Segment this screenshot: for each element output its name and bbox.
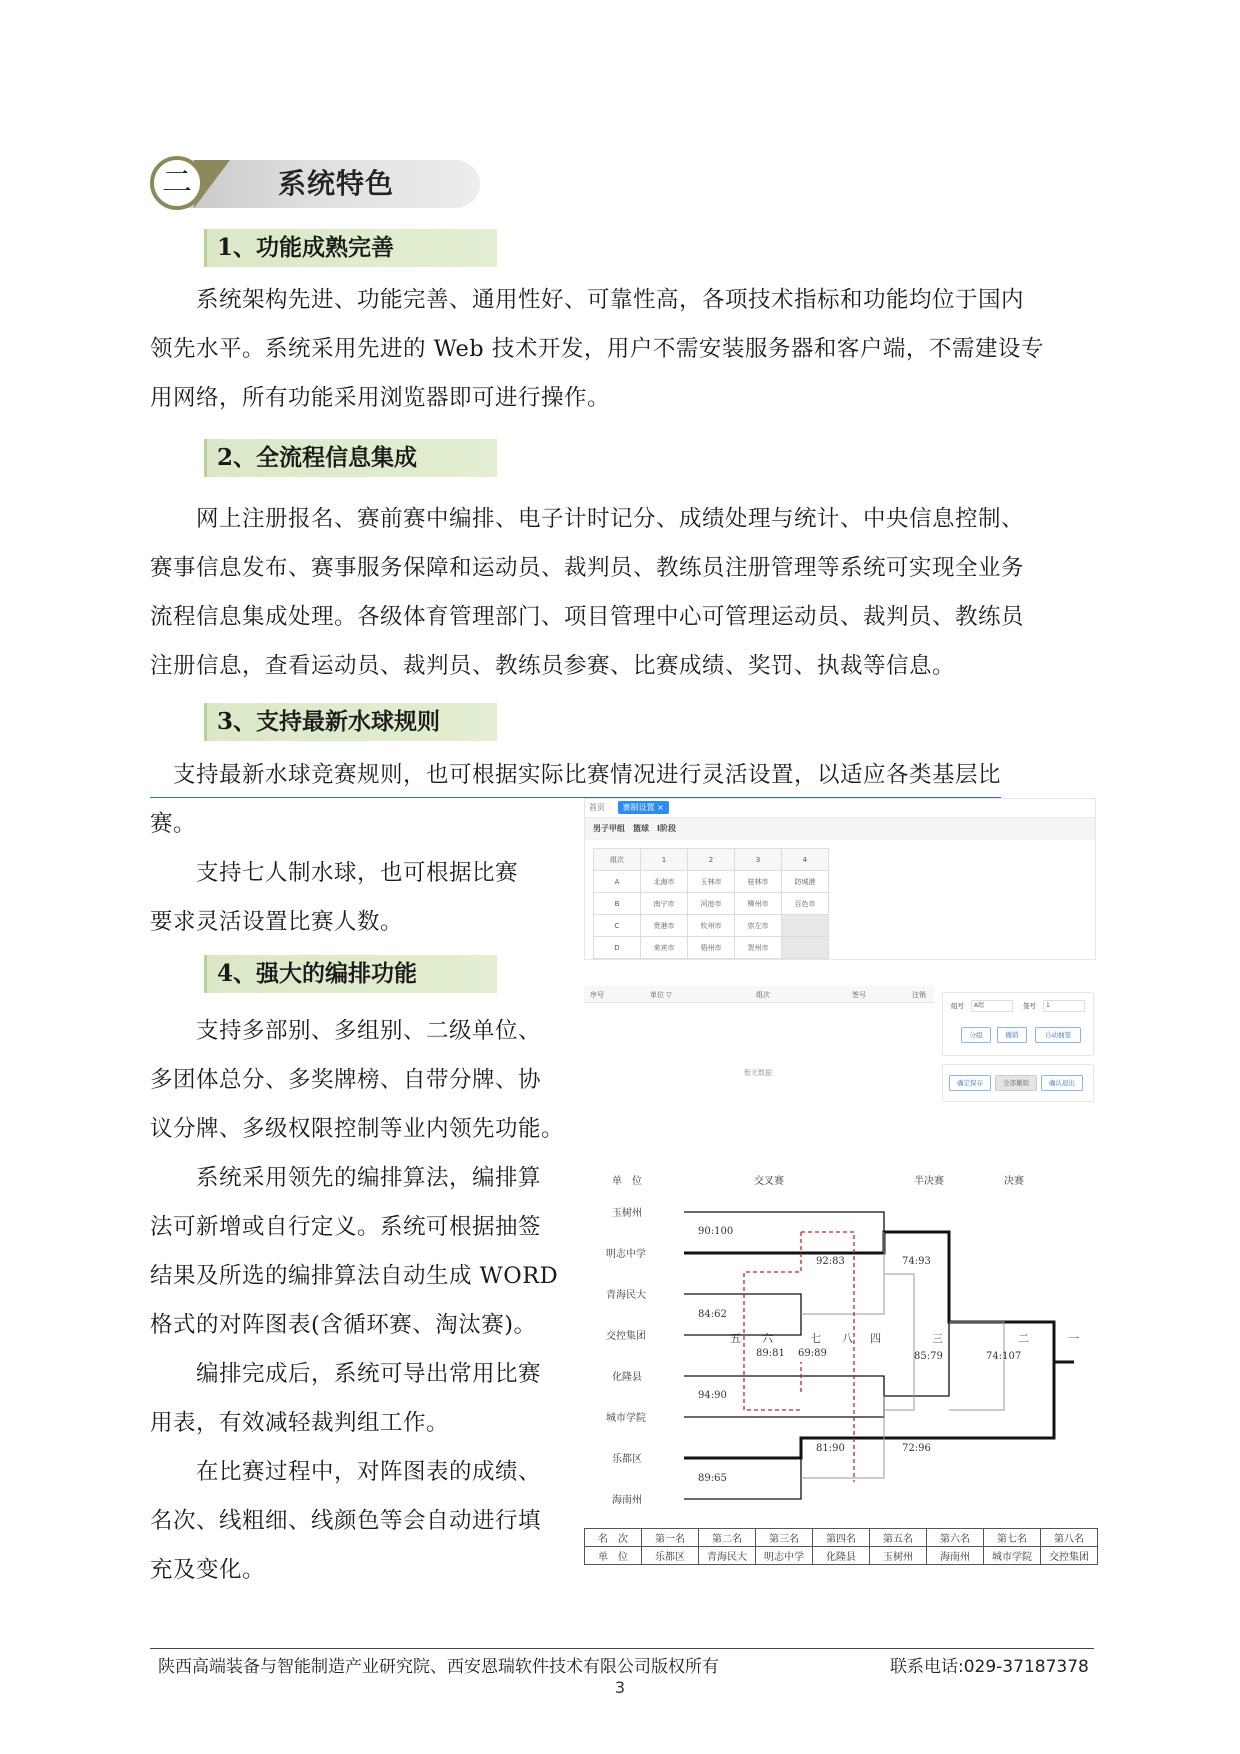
table-row [594,937,829,959]
bracket-team: 青海民大 [606,1290,646,1301]
grouping-screenshot [584,798,1096,960]
ranking-cell: 城市学院 [984,1547,1041,1565]
table-cell[interactable]: 北海市 [641,871,688,893]
ranking-cell: 第八名 [1041,1529,1098,1547]
table-cell[interactable]: 崇左市 [735,915,782,937]
paragraph-3 [150,800,570,947]
footer-phone: 联系电话:029-37187378 [890,1657,1089,1677]
undo-all-button[interactable]: 全部撤销 [995,1075,1037,1091]
bracket-place: 二 [1018,1332,1029,1345]
paragraph-2 [150,495,1100,691]
paragraph-line: 要求灵活设置比赛人数。 [150,909,404,935]
table-cell[interactable]: 来宾市 [641,937,688,959]
sign-label: 签号 [1023,1002,1036,1010]
bracket-red-dashed [744,1232,801,1410]
section-number: 二 [150,156,204,210]
paragraph-line: 编排完成后，系统可导出常用比赛 [150,1361,542,1387]
column-header: 序号 [590,991,604,999]
bracket-score: 84:62 [698,1309,727,1320]
bracket-line [884,1232,949,1322]
bracket-place: 五 [730,1332,741,1345]
paragraph-3-top [150,751,1100,800]
footer-copyright: 陕西高端装备与智能制造产业研究院、西安恩瑞软件技术有限公司版权所有 [158,1657,719,1677]
paragraph-line: 用表，有效减轻裁判组工作。 [150,1410,450,1436]
column-header: 组次 [756,991,770,999]
bracket-line-gray [884,1274,914,1410]
bracket-team: 城市学院 [606,1413,646,1424]
paragraph-line: 支持七人制水球，也可根据比赛 [150,860,519,886]
table-cell[interactable]: 桂林市 [735,871,782,893]
paragraph-line: 结果及所选的编排算法自动生成 WORD [150,1263,559,1289]
table-header: 2 [688,849,735,871]
table-header: 3 [735,849,782,871]
section-title: 系统特色 [278,167,395,200]
sub-heading-2: 2、全流程信息集成 [204,439,497,477]
empty-state: 暂无数据 [744,1069,772,1077]
table-cell[interactable]: 玉林市 [688,871,735,893]
group-label: 组号 [951,1002,964,1010]
paragraph-line: 网上注册报名、赛前赛中编排、电子计时记分、成绩处理与统计、中央信息控制、 [150,506,1025,532]
bracket-place: 七 [810,1332,821,1345]
sub-heading-1: 1、功能成熟完善 [204,229,497,267]
paragraph-line: 议分牌、多级权限控制等业内领先功能。 [150,1116,565,1142]
paragraph-4 [150,1007,590,1595]
ranking-table [584,1528,1098,1565]
list-header [584,986,934,1003]
table-cell: D [594,937,641,959]
paragraph-line: 法可新增或自行定义。系统可根据抽签 [150,1214,542,1240]
paragraph-line: 赛事信息发布、赛事服务保障和运动员、裁判员、教练员注册管理等系统可实现全业务 [150,555,1025,581]
group-select[interactable]: A组 [971,1000,1013,1012]
ranking-cell: 化隆县 [813,1547,870,1565]
ranking-cell: 海南州 [927,1547,984,1565]
bracket-team: 交控集团 [606,1331,646,1342]
footer-divider [150,1648,1094,1649]
ranking-cell: 名 次 [585,1529,642,1547]
paragraph-line: 系统架构先进、功能完善、通用性好、可靠性高，各项技术指标和功能均位于国内 [150,287,1025,313]
bracket-score: 90:100 [698,1226,734,1237]
paragraph-1 [150,276,1100,423]
paragraph-line: 流程信息集成处理。各级体育管理部门、项目管理中心可管理运动员、裁判员、教练员 [150,604,1025,630]
bracket-team: 化隆县 [612,1372,642,1383]
table-cell: C [594,915,641,937]
table-cell[interactable]: 梧州市 [688,937,735,959]
paragraph-line: 领先水平。系统采用先进的 Web 技术开发，用户不需安装服务器和客户端，不需建设专 [150,336,1044,362]
bracket-score: 74:93 [902,1256,931,1267]
bracket-score: 89:65 [698,1473,727,1484]
bracket-score: 81:90 [816,1443,845,1454]
column-header: 注销 [912,991,926,999]
table-cell-empty [782,915,829,937]
bracket-place: 三 [932,1332,943,1345]
ranking-cell: 玉树州 [870,1547,927,1565]
paragraph-line: 赛。 [150,811,197,837]
tab-bar [585,799,1095,818]
bracket-score: 74:107 [986,1351,1022,1362]
section-header [150,158,480,212]
table-row [594,915,829,937]
bracket-col-unit: 单 位 [612,1176,642,1187]
tab-competition-setup[interactable]: 赛制设置 × [618,801,669,814]
group-button[interactable]: 分组 [961,1027,991,1043]
bracket-col-final: 决赛 [1004,1176,1024,1187]
sub-heading-3: 3、支持最新水球规则 [204,703,497,741]
tab-home[interactable]: 首页 [589,803,605,812]
draw-panel [942,992,1094,1056]
table-cell[interactable]: 南宁市 [641,893,688,915]
page-number: 3 [614,1678,626,1697]
ranking-cell: 单 位 [585,1547,642,1565]
paragraph-line: 名次、线粗细、线颜色等会自动进行填 [150,1508,542,1534]
bracket-place: 一 [1068,1332,1079,1345]
bracket-team: 海南州 [612,1495,642,1506]
bracket-score: 89:81 [756,1348,785,1359]
paragraph-line: 系统采用领先的编排算法，编排算 [150,1165,542,1191]
bracket-line-gray [801,1232,884,1314]
ranking-cell: 第七名 [984,1529,1041,1547]
table-cell[interactable]: 河池市 [688,893,735,915]
elimination-bracket [584,1172,1104,1518]
table-cell: B [594,893,641,915]
table-header: 组次 [594,849,641,871]
draw-screenshot [584,986,1094,1104]
ranking-cell: 第六名 [927,1529,984,1547]
bracket-line-gray [949,1322,1004,1410]
ranking-row-places [585,1529,1098,1547]
ranking-row-units [585,1547,1098,1565]
bracket-score: 85:79 [914,1351,943,1362]
ranking-cell: 乐都区 [642,1547,699,1565]
ranking-cell: 第二名 [699,1529,756,1547]
table-header: 1 [641,849,688,871]
paragraph-line: 支持多部别、多组别、二级单位、 [150,1018,542,1044]
bracket-score: 92:83 [816,1256,845,1267]
table-row [594,893,829,915]
auto-draw-button[interactable]: 自动抽签 [1035,1027,1081,1043]
bracket-score: 69:89 [798,1348,827,1359]
table-cell-empty [782,937,829,959]
table-cell[interactable]: 贵港市 [641,915,688,937]
action-panel [942,1064,1094,1102]
paragraph-line: 支持最新水球竞赛规则，也可根据实际比赛情况进行灵活设置，以适应各类基层比 [150,753,1001,798]
ranking-cell: 第四名 [813,1529,870,1547]
table-cell[interactable]: 百色市 [782,893,829,915]
table-cell[interactable]: 柳州市 [735,893,782,915]
bracket-place: 四 [870,1332,881,1345]
bracket-team: 乐都区 [612,1454,642,1465]
table-header: 4 [782,849,829,871]
table-cell: A [594,871,641,893]
breadcrumb: 男子甲组 篮球 Ⅰ阶段 [585,818,1095,840]
table-cell[interactable]: 钦州市 [688,915,735,937]
undo-button[interactable]: 撤销 [997,1027,1027,1043]
sub-heading-4: 4、强大的编排功能 [204,955,497,993]
column-header[interactable]: 单位 ▽ [650,991,672,999]
bracket-place: 八 [842,1332,853,1345]
grouping-table [593,848,829,959]
paragraph-line: 用网络，所有功能采用浏览器即可进行操作。 [150,385,611,411]
table-header-row [594,849,829,871]
confirm-exit-button[interactable]: 确认退出 [1041,1075,1083,1091]
paragraph-line: 注册信息，查看运动员、裁判员、教练员参赛、比赛成绩、奖罚、执裁等信息。 [150,653,956,679]
ranking-cell: 交控集团 [1041,1547,1098,1565]
ranking-cell: 第五名 [870,1529,927,1547]
bracket-score: 94:90 [698,1390,727,1401]
ranking-cell: 第三名 [756,1529,813,1547]
table-cell[interactable]: 贺州市 [735,937,782,959]
sign-input[interactable]: 1 [1043,1000,1085,1012]
column-header: 签号 [852,991,866,999]
ranking-cell: 第一名 [642,1529,699,1547]
ranking-cell: 明志中学 [756,1547,813,1565]
table-row [594,871,829,893]
save-button[interactable]: 确定保存 [949,1075,991,1091]
paragraph-line: 多团体总分、多奖牌榜、自带分牌、协 [150,1067,542,1093]
paragraph-line: 在比赛过程中，对阵图表的成绩、 [150,1459,542,1485]
table-cell[interactable]: 防城港 [782,871,829,893]
ranking-cell: 青海民大 [699,1547,756,1565]
bracket-score: 72:96 [902,1443,931,1454]
bracket-team: 明志中学 [606,1249,646,1260]
paragraph-line: 格式的对阵图表(含循环赛、淘汰赛)。 [150,1312,537,1338]
paragraph-line: 充及变化。 [150,1557,266,1583]
bracket-place: 六 [762,1332,773,1345]
bracket-team: 玉树州 [612,1208,642,1219]
bracket-col-semi: 半决赛 [914,1176,944,1187]
bracket-col-cross: 交叉赛 [754,1176,784,1187]
